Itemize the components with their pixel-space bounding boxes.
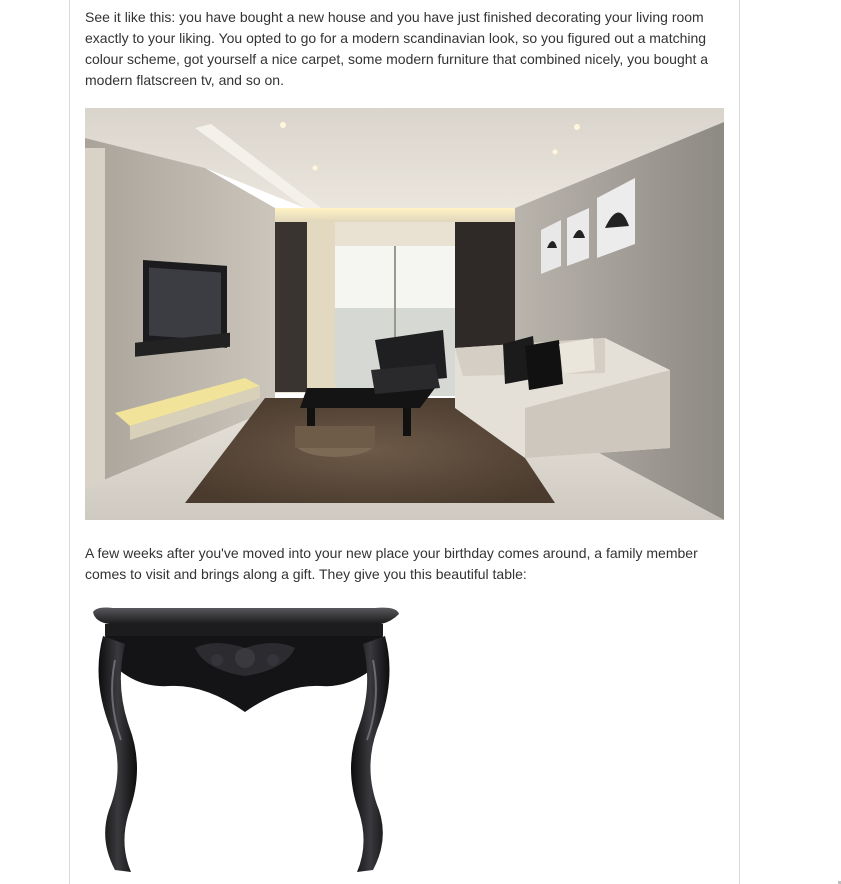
article-paragraph-1: See it like this: you have bought a new house and you have just finished decorating your living room exactly to your liking. You opted to go for a modern scandinavian look, so you figured out a matching colour scheme, got yourself a nice carpet, some modern furniture that combined nicely, you bought a modern flatscreen tv, and so on.	[85, 9, 709, 88]
article-paragraph-2: A few weeks after you've moved into your new place your birthday comes around, a family member comes to visit and brings along a gift. They give you this beautiful table:	[85, 545, 698, 582]
console-table-image	[85, 600, 410, 884]
living-room-image	[85, 108, 724, 520]
article-column	[69, 0, 740, 884]
